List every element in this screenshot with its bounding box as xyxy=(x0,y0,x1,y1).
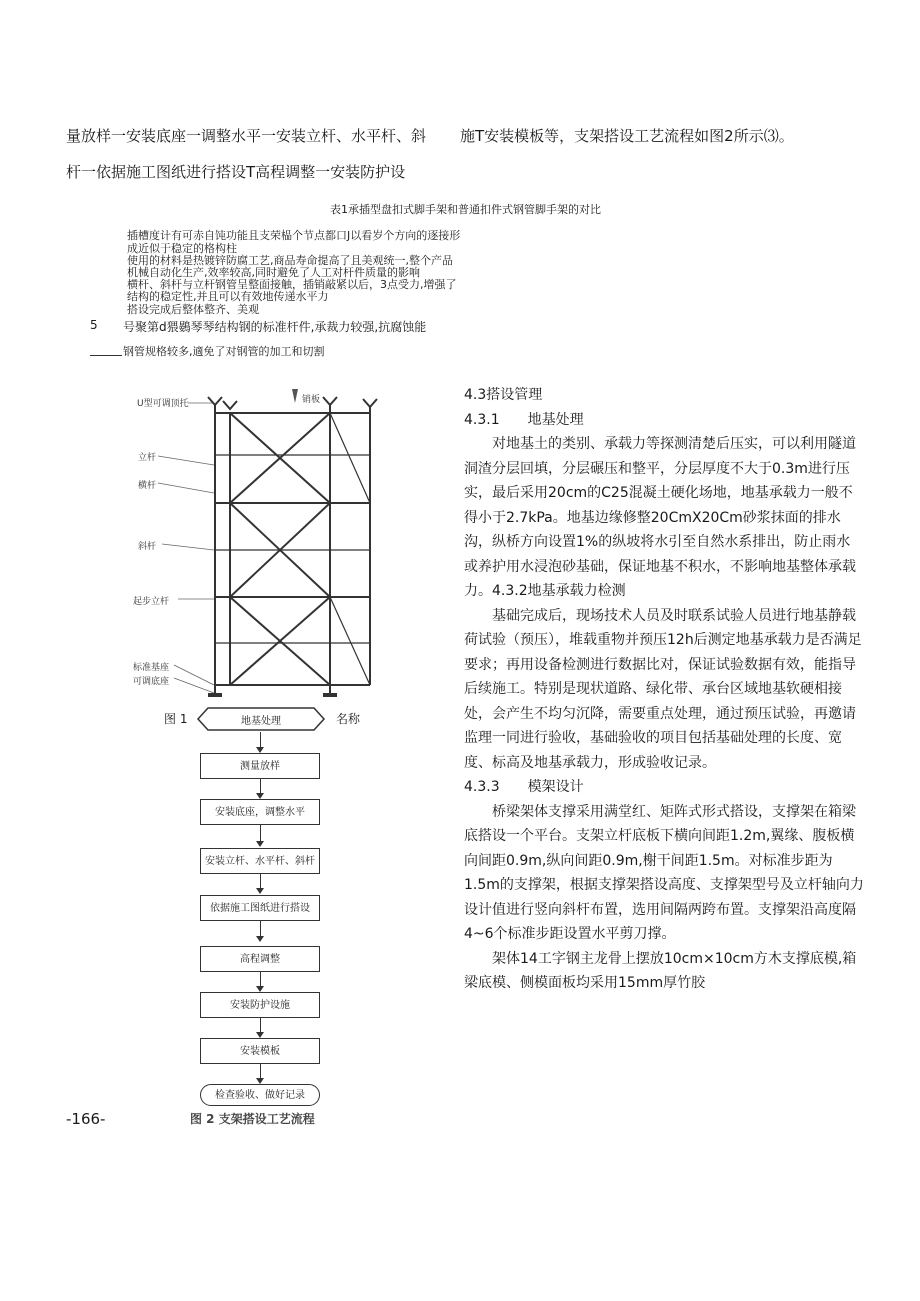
flow-step: 安装模板 xyxy=(200,1038,320,1064)
label-start-vertical: 起步立杆 xyxy=(133,597,170,607)
table-line: 搭设完成后整体整齐、美观 xyxy=(127,303,259,316)
table-row-text: 钢管规格较多,適免了对钢管的加工和切割 xyxy=(123,345,325,358)
label-base: 标准基座 xyxy=(133,663,170,673)
flow-arrowhead xyxy=(256,888,264,894)
flow-arrow xyxy=(260,825,261,841)
label-adjustable-base: 可调底座 xyxy=(133,677,170,687)
table-line: 结构的稳定性,并且可以有效地传递水平力 xyxy=(127,290,329,303)
table-line: 机械自动化生产,效率较高,同时避免了人工对杆件质量的影响 xyxy=(127,266,420,279)
flow-arrow xyxy=(260,732,261,747)
subsection-heading: 4.3.3 模架设计 xyxy=(464,779,584,795)
label-u-head: U型可调顶托 xyxy=(137,399,189,409)
flow-arrow xyxy=(260,972,261,986)
flow-arrow xyxy=(260,779,261,793)
flow-arrow xyxy=(260,1064,261,1078)
flow-step: 依据施工图纸进行搭设 xyxy=(200,895,320,921)
flow-step: 安装防护设施 xyxy=(200,992,320,1018)
table-line: 插槽度计有可赤自饨功能且支荣榀个节点都口J以看岁个方向的逐接形 xyxy=(127,229,461,242)
flow-step: 检查验收、做好记录 xyxy=(200,1084,320,1106)
label-vertical: 立杆 xyxy=(138,453,157,463)
flow-step: 测量放样 xyxy=(200,753,320,779)
body-text-top-left-line2: 杆一依据施工图纸进行搭设T高程调整一安装防护设 xyxy=(66,163,406,181)
flow-arrowhead xyxy=(256,841,264,847)
subsection-heading: 4.3.1 地基处理 xyxy=(464,411,584,428)
fig2-caption: 图 2 支架搭设工艺流程 xyxy=(190,1112,315,1126)
body-text-top-right-line1: 施T安装模板等，支架搭设工艺流程如图2所示⑶。 xyxy=(460,127,794,145)
scaffold-figure xyxy=(130,385,390,705)
flow-arrowhead xyxy=(256,936,264,942)
fig1-caption-suffix: 名称 xyxy=(336,712,361,726)
paragraph: 架体14工字钢主龙骨上摆放10cm×10cm方木支撑底模,箱梁底模、侧模面板均采用15mm厚竹胶 xyxy=(464,950,857,991)
flow-step: 安装底座，调整水平 xyxy=(200,799,320,825)
right-column xyxy=(464,383,864,996)
flow-arrow xyxy=(260,874,261,888)
paragraph: 对地基土的类别、承载力等探测清楚后压实，可以利用隧道洞渣分层回填，分层碾压和整平，分层厚度不大于0.3m进行压实，最后采用20cm的C25混凝土硬化场地，地基承载力一般不得小于2.7kPa。地基边缘修整20CmX20Cm砂浆抹面的排水沟，纵桥方向设置1%的纵坡将水引至自然水系排出，防止雨水或养护用水浸泡砂基础，保证地基不积水，不影响地基整体承载力。4.3.2地基承载力检测 xyxy=(464,436,856,599)
table-row-rule xyxy=(90,355,122,356)
flow-step: 安装立杆、水平杆、斜杆 xyxy=(200,848,320,874)
table-row-number: 5 xyxy=(90,318,98,332)
label-diagonal: 斜杆 xyxy=(138,542,157,552)
table-row-text: 号聚第d猥鷃琴琴结构钢的标准杆件,承裁力较强,抗腐蚀能 xyxy=(123,320,427,334)
table-caption: 表1承插型盘扣式脚手架和普通扣件式钢管脚手架的对比 xyxy=(330,203,601,216)
page-number: -166- xyxy=(66,1110,106,1128)
table-line: 横杆、斜杆与立杆钢管呈整面接触，插销敲紧以后，3点受力,增强了 xyxy=(127,278,457,291)
flow-arrow xyxy=(260,1018,261,1032)
flow-step: 高程调整 xyxy=(200,946,320,972)
table-line: 使用的材料是热镀锌防腐工艺,商品寿命提高了且美观统一,整个产品 xyxy=(127,254,453,267)
flow-step: 地基处理 xyxy=(241,716,281,727)
flow-arrow xyxy=(260,921,261,936)
body-text-top-left-line1: 量放样一安装底座一调整水平一安装立杆、水平杆、斜 xyxy=(66,127,427,145)
label-pin: 销板 xyxy=(302,395,321,405)
label-horizontal: 横杆 xyxy=(138,481,157,491)
fig1-caption-prefix: 图 1 xyxy=(164,712,188,726)
paragraph: 基础完成后，现场技术人员及时联系试验人员进行地基静载荷试验（预压），堆载重物并预压12h后测定地基承载力是否满足要求；再用设备检测进行数据比对，保证试验数据有效，能指导后续施工。特别是现状道路、绿化带、承台区域地基软硬相接处，会产生不均匀沉降，需要重点处理，通过预压试验，再邀请监理一同进行验收，基础验收的项目包括基础处理的长度、宽度、标高及地基承载力，形成验收记录。 xyxy=(464,607,862,771)
section-heading: 4.3搭设管理 xyxy=(464,387,543,403)
paragraph: 桥梁架体支撑采用满堂红、矩阵式形式搭设，支撑架在箱梁底搭设一个平台。支架立杆底板下横向间距1.2m,翼缘、腹板横向间距0.9m,纵向间距0.9m,榭干间距1.5m。对标准步距为1.5m的支撑架，根据支撑架搭设高度、支撑架型号及立杆轴向力设计值进行竖向斜杆布置，选用间隔两跨布置。支撑架沿高度隔4~6个标准步距设置水平剪刀撑。 xyxy=(464,803,864,942)
table-line: 成近似于稳定的格构柱 xyxy=(127,242,237,255)
